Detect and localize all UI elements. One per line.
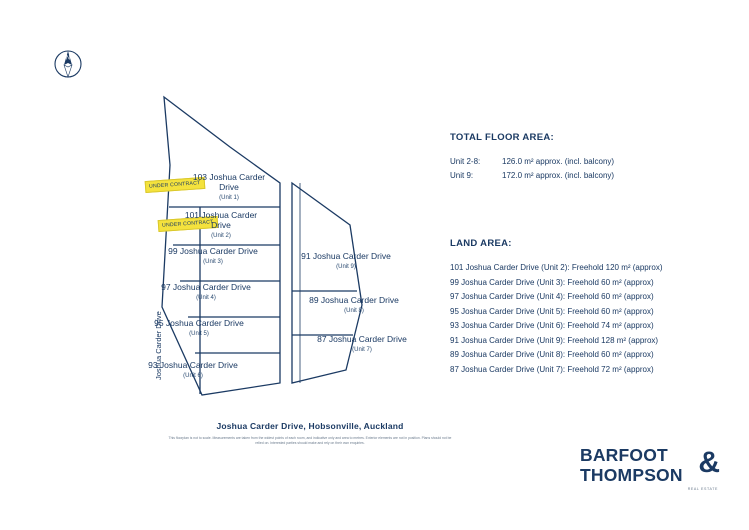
lot-name: 103 Joshua Carder Drive	[192, 172, 266, 192]
lot-name: 87 Joshua Carder Drive	[317, 334, 407, 344]
land-area-row: 95 Joshua Carder Drive (Unit 5): Freehold 60 m² (approx)	[450, 306, 654, 316]
logo-ampersand: &	[698, 446, 720, 479]
lot-unit: (Unit 7)	[352, 346, 372, 353]
land-area-row: 101 Joshua Carder Drive (Unit 2): Freehold 120 m² (approx)	[450, 263, 663, 272]
lot-name: 89 Joshua Carder Drive	[309, 295, 399, 305]
lot-name: 99 Joshua Carder Drive	[168, 246, 258, 256]
total-floor-area-section	[450, 132, 730, 183]
lot-unit: (Unit 8)	[344, 307, 364, 314]
under-contract-tag: UNDER CONTRACT	[158, 216, 218, 232]
total-floor-area-heading: TOTAL FLOOR AREA:	[450, 132, 554, 143]
lot-label	[153, 319, 245, 338]
lot-name: 91 Joshua Carder Drive	[301, 251, 391, 261]
floor-area-unit: Unit 9:	[450, 171, 474, 180]
land-area-row: 99 Joshua Carder Drive (Unit 3): Freehold 60 m² (approx)	[450, 277, 654, 287]
land-area-heading: LAND AREA:	[450, 238, 512, 249]
street-label: Joshua Carder Drive	[154, 311, 163, 380]
lot-unit: (Unit 5)	[189, 330, 209, 337]
land-area-row: 97 Joshua Carder Drive (Unit 4): Freehold 60 m² (approx)	[450, 292, 654, 302]
brand-logo	[580, 447, 720, 491]
lot-name: 95 Joshua Carder Drive	[154, 318, 244, 328]
compass-north-icon	[48, 44, 88, 84]
lot-unit: (Unit 4)	[196, 294, 216, 301]
lot-label	[167, 247, 259, 266]
lot-label	[316, 335, 408, 354]
lot-unit: (Unit 9)	[336, 263, 356, 270]
lot-unit: (Unit 3)	[203, 258, 223, 265]
caption	[165, 421, 455, 446]
lot-label	[175, 211, 267, 239]
floor-area-value: 126.0 m² approx. (incl. balcony)	[502, 157, 615, 166]
lot-label	[160, 283, 252, 302]
land-area-row: 93 Joshua Carder Drive (Unit 6): Freehold 74 m² (approx)	[450, 321, 654, 331]
lot-name: 97 Joshua Carder Drive	[161, 282, 251, 292]
lot-unit: (Unit 2)	[211, 232, 231, 239]
logo-line-2: THOMPSON	[580, 464, 683, 485]
lot-name: 101 Joshua Carder Drive	[184, 210, 258, 230]
logo-line-1: BARFOOT	[580, 445, 668, 465]
svg-text:N: N	[65, 55, 71, 62]
lot-name: 93 Joshua Carder Drive	[148, 360, 238, 370]
under-contract-tag: UNDER CONTRACT	[145, 177, 205, 193]
total-floor-area-list	[450, 155, 730, 183]
page-title: Joshua Carder Drive, Hobsonville, Auckland	[216, 421, 404, 431]
logo-tagline: REAL ESTATE	[687, 487, 718, 491]
floor-area-row	[450, 155, 730, 169]
floor-area-unit: Unit 2-8:	[450, 157, 481, 166]
site-plan	[140, 95, 430, 425]
lot-unit: (Unit 1)	[219, 194, 239, 201]
lot-label	[300, 252, 392, 271]
land-area-row: 91 Joshua Carder Drive (Unit 9): Freehold 128 m² (approx)	[450, 335, 659, 345]
land-area-row: 89 Joshua Carder Drive (Unit 8): Freehold 60 m² (approx)	[450, 350, 654, 360]
lot-unit: (Unit 6)	[183, 372, 203, 379]
land-area-list	[450, 261, 740, 377]
lot-label	[308, 296, 400, 315]
lot-label	[183, 173, 275, 201]
land-area-row: 87 Joshua Carder Drive (Unit 7): Freehold 72 m² (approx)	[450, 364, 654, 374]
floor-area-value: 172.0 m² approx. (incl. balcony)	[502, 171, 615, 180]
land-area-section	[450, 238, 740, 377]
floor-area-row	[450, 169, 730, 183]
disclaimer-text: This floorplan is not to scale. Measurements are taken from the widest points of each room, and indicative only and area to metres. Exterior elements are not in position. Plans should not be relied on. Interested parties should make and rely on their own enquiries.	[168, 436, 452, 446]
lot-label	[147, 361, 239, 380]
